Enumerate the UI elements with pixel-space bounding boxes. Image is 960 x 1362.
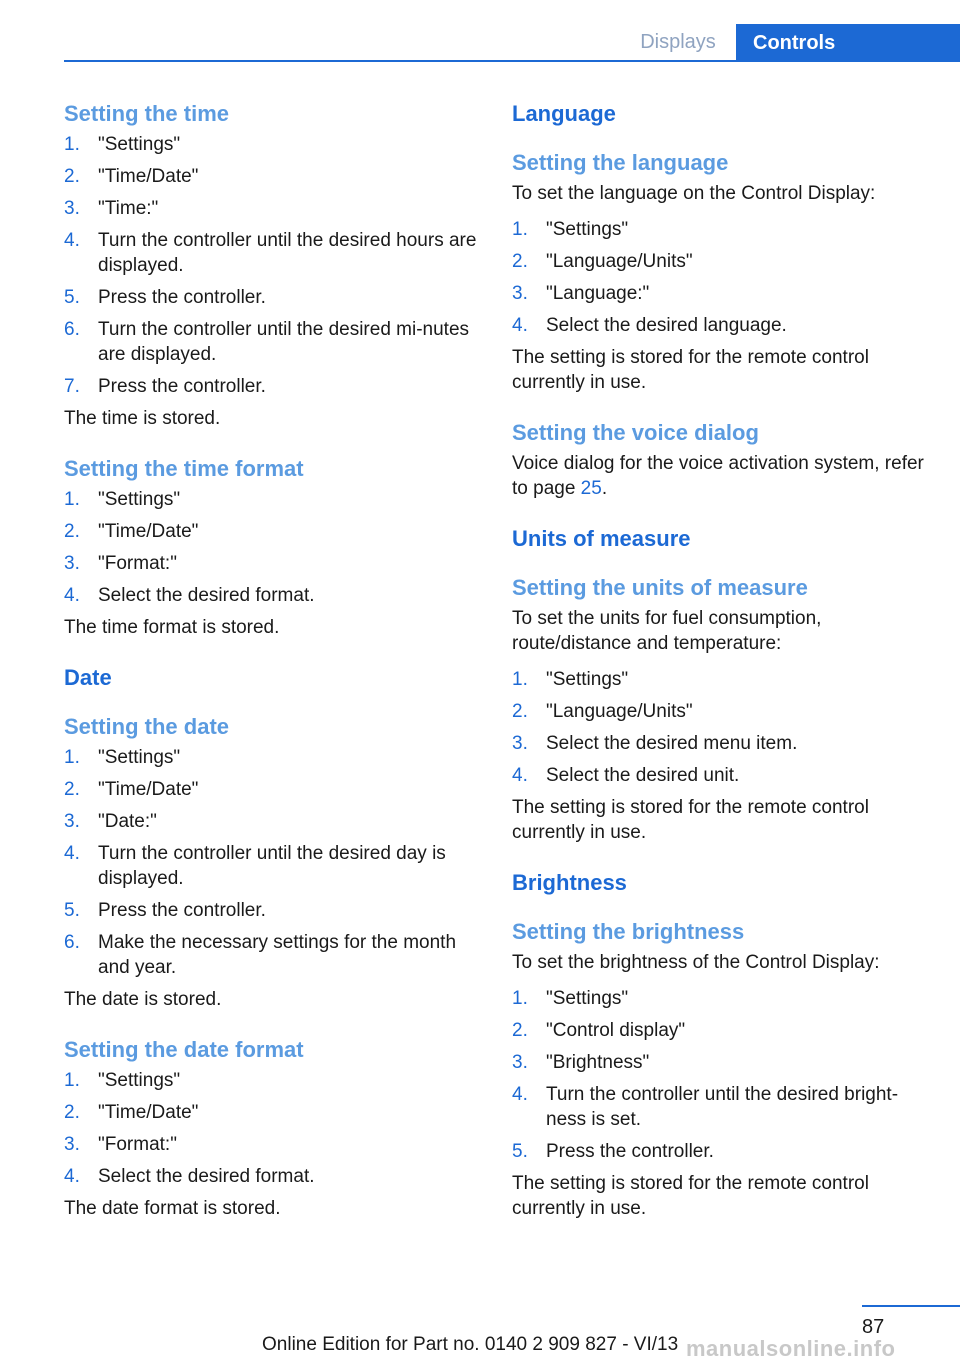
step-number: 3. — [64, 811, 80, 832]
list-item — [512, 667, 932, 692]
list-item — [512, 1139, 932, 1164]
language-note: The setting is stored for the remote control currently in use. — [512, 347, 869, 393]
header-divider — [64, 60, 960, 62]
time-format-title: Setting the time format — [64, 456, 304, 481]
step-number: 1. — [512, 219, 528, 240]
step-number: 1. — [64, 134, 80, 155]
list-item — [64, 1068, 484, 1093]
step-text: "Settings" — [546, 988, 629, 1009]
list-item — [64, 1100, 484, 1125]
footer-divider — [862, 1305, 960, 1307]
units-title: Setting the units of measure — [512, 575, 808, 600]
list-item — [512, 281, 932, 306]
step-text: "Language/Units" — [546, 251, 693, 272]
step-number: 2. — [512, 251, 528, 272]
step-number: 7. — [64, 376, 80, 397]
time-steps — [64, 132, 484, 399]
units-steps — [512, 667, 932, 788]
step-number: 2. — [64, 779, 80, 800]
list-item — [512, 731, 932, 756]
brightness-title: Setting the brightness — [512, 919, 745, 944]
list-item — [512, 1018, 932, 1043]
list-item — [64, 809, 484, 834]
step-number: 6. — [64, 932, 80, 953]
step-number: 4. — [512, 1084, 528, 1105]
step-number: 2. — [64, 166, 80, 187]
step-text: "Control display" — [546, 1020, 686, 1041]
list-item — [64, 777, 484, 802]
step-number: 3. — [64, 198, 80, 219]
step-number: 2. — [64, 521, 80, 542]
step-number: 3. — [512, 283, 528, 304]
step-number: 6. — [64, 319, 80, 340]
step-number: 1. — [512, 669, 528, 690]
step-text: "Language:" — [546, 283, 650, 304]
step-number: 4. — [64, 230, 80, 251]
step-text: Select the desired menu item. — [546, 733, 798, 754]
step-text: Press the controller. — [98, 376, 266, 397]
step-number: 5. — [64, 900, 80, 921]
step-text: "Time/Date" — [98, 779, 199, 800]
units-heading: Units of measure — [512, 526, 691, 551]
list-item — [64, 196, 484, 221]
voice-text — [512, 451, 932, 501]
date-heading: Date — [64, 665, 112, 690]
list-item — [64, 898, 484, 923]
list-item — [64, 519, 484, 544]
brightness-heading: Brightness — [512, 870, 627, 895]
brightness-steps — [512, 986, 932, 1164]
date-note: The date is stored. — [64, 989, 222, 1010]
date-format-steps — [64, 1068, 484, 1189]
step-text: "Settings" — [546, 219, 629, 240]
step-text: Select the desired unit. — [546, 765, 740, 786]
voice-text-after: . — [601, 478, 608, 499]
list-item — [512, 249, 932, 274]
step-number: 1. — [64, 747, 80, 768]
list-item — [512, 313, 932, 338]
step-text: Make the necessary settings for the month and year. — [98, 932, 457, 978]
units-note: The setting is stored for the remote control currently in use. — [512, 797, 869, 843]
step-number: 3. — [64, 553, 80, 574]
step-text: "Language/Units" — [546, 701, 693, 722]
edition-text: Online Edition for Part no. 0140 2 909 827 - VI/13 — [262, 1334, 679, 1355]
language-intro: To set the language on the Control Display: — [512, 183, 876, 204]
list-item — [64, 841, 484, 891]
step-number: 1. — [512, 988, 528, 1009]
list-item — [512, 986, 932, 1011]
step-text: "Time/Date" — [98, 521, 199, 542]
tab-controls[interactable]: Controls — [736, 24, 960, 62]
step-number: 2. — [64, 1102, 80, 1123]
step-text: "Time/Date" — [98, 166, 199, 187]
list-item — [512, 217, 932, 242]
language-title: Setting the language — [512, 150, 729, 175]
step-number: 1. — [64, 489, 80, 510]
step-text: Select the desired language. — [546, 315, 787, 336]
date-format-title: Setting the date format — [64, 1037, 304, 1062]
voice-text-before: Voice dialog for the voice activation system, refer to page — [512, 453, 924, 499]
list-item — [512, 1082, 932, 1132]
step-number: 3. — [512, 1052, 528, 1073]
step-text: "Settings" — [98, 1070, 181, 1091]
step-text: "Date:" — [98, 811, 157, 832]
list-item — [64, 164, 484, 189]
step-number: 5. — [64, 287, 80, 308]
list-item — [64, 228, 484, 278]
step-number: 4. — [64, 843, 80, 864]
step-text: Select the desired format. — [98, 1166, 315, 1187]
step-text: Press the controller. — [546, 1141, 714, 1162]
language-heading: Language — [512, 101, 616, 126]
step-text: "Settings" — [98, 489, 181, 510]
time-format-note: The time format is stored. — [64, 617, 280, 638]
step-text: Turn the controller until the desired day is displayed. — [98, 843, 446, 889]
step-number: 5. — [512, 1141, 528, 1162]
step-text: Select the desired format. — [98, 585, 315, 606]
watermark: manualsonline.info — [686, 1336, 896, 1361]
step-text: "Time:" — [98, 198, 159, 219]
step-text: Turn the controller until the desired bright-ness is set. — [546, 1084, 899, 1130]
time-note: The time is stored. — [64, 408, 221, 429]
left-column — [64, 100, 484, 1221]
date-steps — [64, 745, 484, 980]
step-number: 4. — [64, 585, 80, 606]
step-text: Press the controller. — [98, 900, 266, 921]
page-number: 87 — [862, 1316, 885, 1338]
list-item — [64, 132, 484, 157]
right-column — [512, 100, 932, 1221]
list-item — [64, 374, 484, 399]
step-number: 4. — [512, 765, 528, 786]
list-item — [64, 583, 484, 608]
step-text: "Settings" — [546, 669, 629, 690]
list-item — [64, 285, 484, 310]
list-item — [512, 1050, 932, 1075]
list-item — [64, 1132, 484, 1157]
list-item — [64, 1164, 484, 1189]
step-number: 1. — [64, 1070, 80, 1091]
time-format-steps — [64, 487, 484, 608]
list-item — [64, 487, 484, 512]
voice-title: Setting the voice dialog — [512, 420, 759, 445]
page-link[interactable]: 25 — [580, 478, 602, 499]
language-steps — [512, 217, 932, 338]
step-number: 3. — [64, 1134, 80, 1155]
step-number: 4. — [512, 315, 528, 336]
step-text: "Format:" — [98, 553, 177, 574]
step-number: 2. — [512, 701, 528, 722]
brightness-note: The setting is stored for the remote control currently in use. — [512, 1173, 869, 1219]
brightness-intro: To set the brightness of the Control Display: — [512, 952, 880, 973]
step-text: Turn the controller until the desired hours are displayed. — [98, 230, 477, 276]
step-text: "Brightness" — [546, 1052, 650, 1073]
step-text: "Settings" — [98, 747, 181, 768]
list-item — [64, 930, 484, 980]
list-item — [64, 317, 484, 367]
list-item — [64, 745, 484, 770]
tab-displays[interactable]: Displays — [640, 31, 716, 53]
step-text: "Format:" — [98, 1134, 177, 1155]
list-item — [64, 551, 484, 576]
step-text: "Time/Date" — [98, 1102, 199, 1123]
step-text: Turn the controller until the desired mi-nutes are displayed. — [98, 319, 470, 365]
units-intro: To set the units for fuel consumption, route/distance and temperature: — [512, 608, 822, 654]
date-format-note: The date format is stored. — [64, 1198, 281, 1219]
date-title: Setting the date — [64, 714, 230, 739]
list-item — [512, 699, 932, 724]
step-text: Press the controller. — [98, 287, 266, 308]
list-item — [512, 763, 932, 788]
page-header — [0, 0, 960, 62]
step-number: 4. — [64, 1166, 80, 1187]
step-number: 3. — [512, 733, 528, 754]
step-text: "Settings" — [98, 134, 181, 155]
time-title: Setting the time — [64, 101, 230, 126]
step-number: 2. — [512, 1020, 528, 1041]
